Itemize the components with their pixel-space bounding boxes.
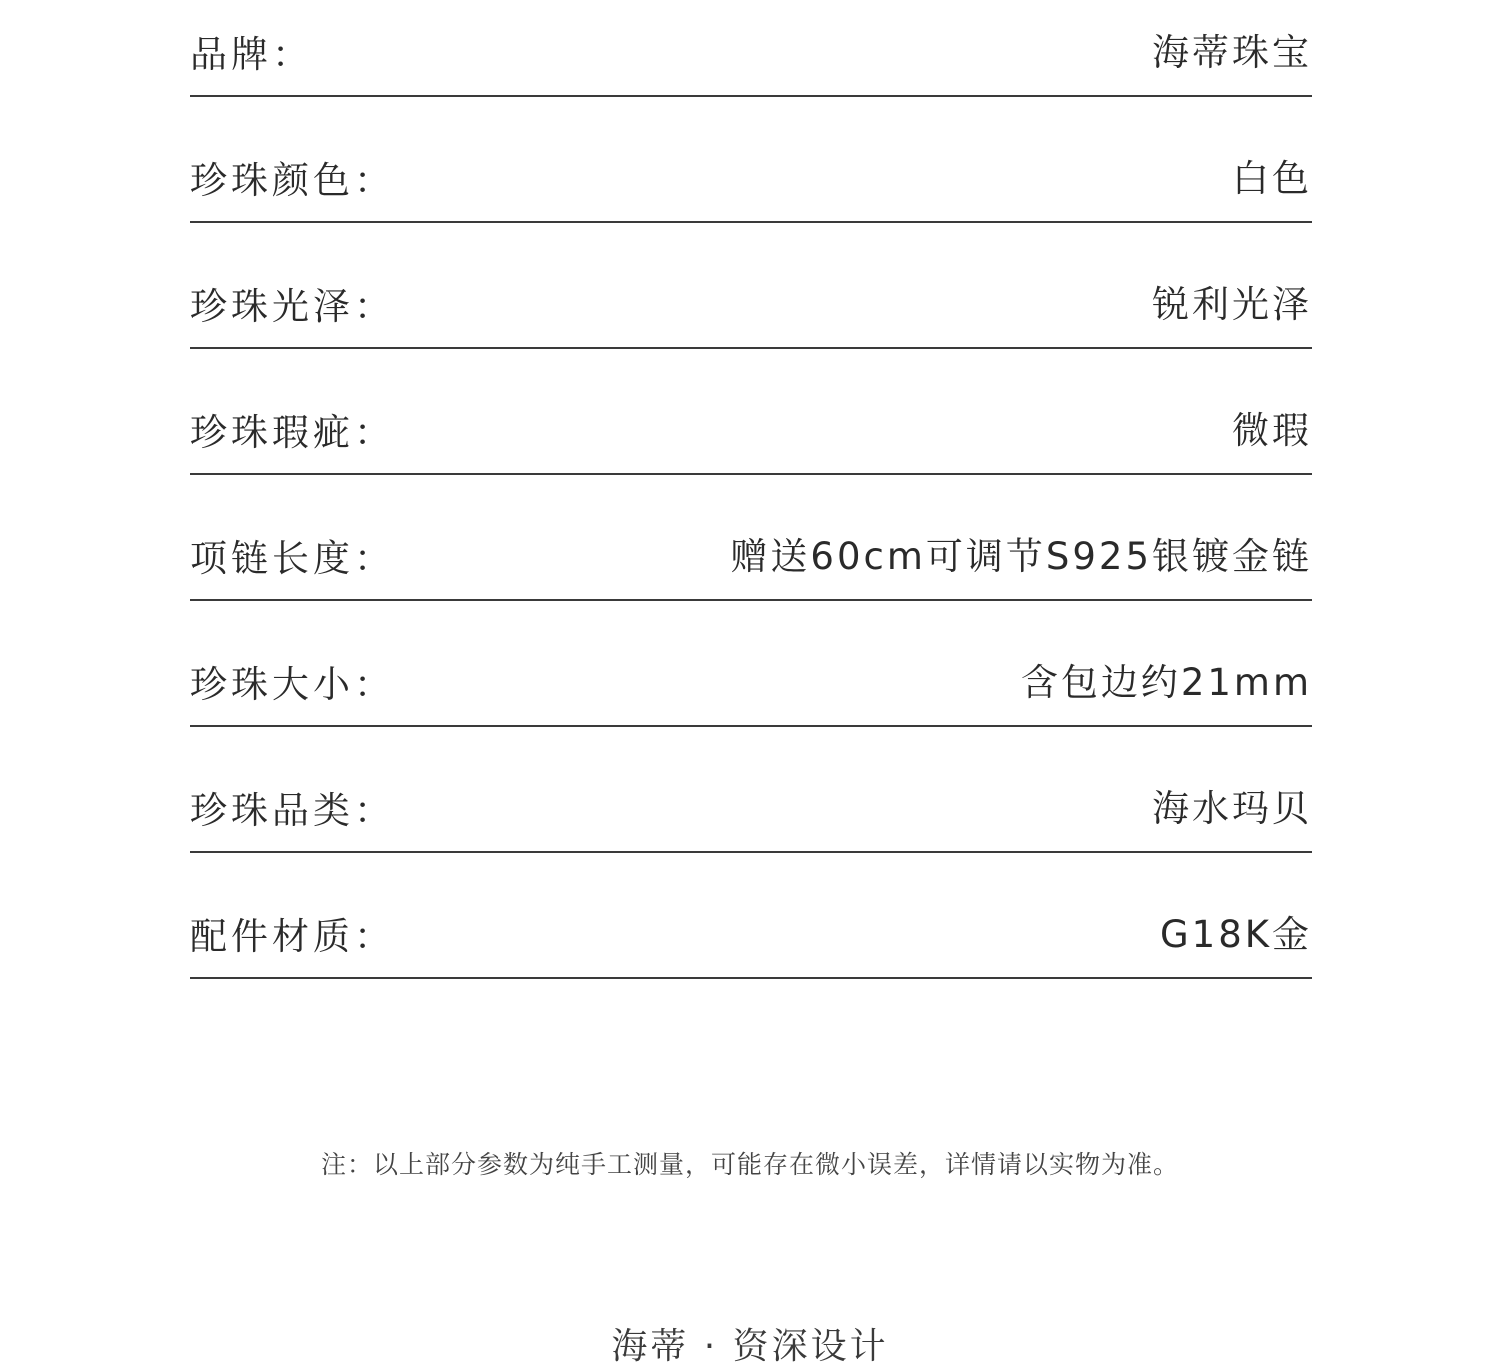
spec-row-pearl-luster [190,223,1312,349]
spec-label: 珍珠光泽： [190,285,395,328]
spec-label: 珍珠颜色： [190,159,395,202]
brand-signature: 海蒂 · 资深设计 [611,1326,889,1367]
spec-table [190,0,1312,979]
spec-label: 项链长度： [190,537,395,580]
spec-row-pearl-size [190,601,1312,727]
spec-label: 珍珠品类： [190,789,395,832]
spec-label: 珍珠大小： [190,663,395,706]
spec-value: 含包边约21mm [1020,661,1312,704]
spec-value: G18K金 [1159,913,1312,956]
spec-row-necklace-length [190,475,1312,601]
spec-value: 海水玛贝 [1152,787,1312,830]
spec-label: 品牌： [190,33,313,76]
spec-row-pearl-color [190,97,1312,223]
spec-row-pearl-type [190,727,1312,853]
spec-value: 微瑕 [1232,409,1312,452]
spec-label: 配件材质： [190,915,395,958]
spec-value: 赠送60cm可调节S925银镀金链 [730,535,1312,578]
disclaimer-note: 注：以上部分参数为纯手工测量，可能存在微小误差，详情请以实物为准。 [320,1150,1179,1179]
spec-row-brand [190,0,1312,97]
spec-row-pearl-blemish [190,349,1312,475]
spec-value: 锐利光泽 [1152,283,1312,326]
spec-row-fitting-material [190,853,1312,979]
spec-label: 珍珠瑕疵： [190,411,395,454]
spec-value: 海蒂珠宝 [1152,31,1312,74]
spec-value: 白色 [1232,157,1312,200]
